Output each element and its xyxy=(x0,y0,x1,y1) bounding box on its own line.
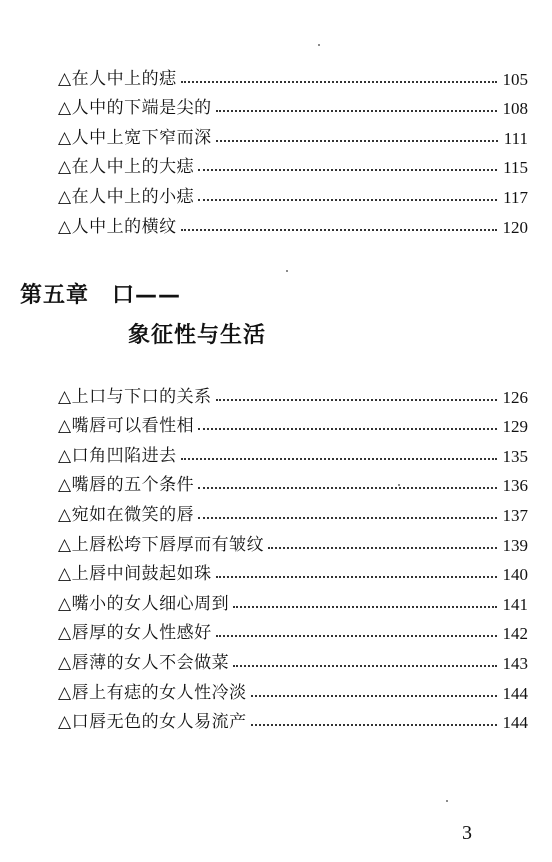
toc-entry-page: 111 xyxy=(503,128,528,148)
scan-speck xyxy=(318,44,320,46)
toc-section-1 xyxy=(58,58,528,236)
toc-leader-dots xyxy=(198,487,496,489)
toc-entry-title: △宛如在微笑的唇 xyxy=(58,504,195,525)
toc-entry-title: △上口与下口的关系 xyxy=(58,386,212,407)
scan-speck xyxy=(398,484,400,486)
toc-entry xyxy=(58,206,528,236)
toc-entry xyxy=(58,642,528,672)
toc-entry-title: △唇厚的女人性感好 xyxy=(58,623,212,644)
toc-entry xyxy=(58,702,528,732)
toc-entry-page: 139 xyxy=(502,535,528,555)
toc-entry xyxy=(58,376,528,406)
toc-entry xyxy=(58,465,528,495)
toc-entry-title: △唇薄的女人不会做菜 xyxy=(58,652,230,673)
toc-entry-title: △嘴唇可以看性相 xyxy=(58,416,195,437)
chapter-subtitle: 象征性与生活 xyxy=(128,323,267,348)
toc-leader-dots xyxy=(251,695,497,697)
toc-entry-title: △上唇松垮下唇厚而有皱纹 xyxy=(58,534,265,555)
toc-entry-page: 120 xyxy=(502,217,528,237)
toc-entry-page: 105 xyxy=(502,69,528,89)
toc-entry xyxy=(58,406,528,436)
toc-entry-title: △唇上有痣的女人性冷淡 xyxy=(58,682,247,703)
toc-entry-title: △在人中上的大痣 xyxy=(58,157,195,178)
toc-leader-dots xyxy=(198,169,497,171)
scan-speck xyxy=(446,800,448,802)
toc-leader-dots xyxy=(233,606,496,608)
toc-entry-title: △上唇中间鼓起如珠 xyxy=(58,564,212,585)
toc-leader-dots xyxy=(216,576,497,578)
toc-entry-title: △口唇无色的女人易流产 xyxy=(58,712,247,733)
toc-entry xyxy=(58,88,528,118)
toc-entry xyxy=(58,672,528,702)
toc-leader-dots xyxy=(216,399,497,401)
toc-entry-page: 115 xyxy=(503,158,528,178)
toc-entry-title: △嘴小的女人细心周到 xyxy=(58,593,230,614)
toc-leader-dots xyxy=(181,458,497,460)
toc-leader-dots xyxy=(233,665,496,667)
toc-leader-dots xyxy=(181,229,497,231)
chapter-heading: 第五章 口—— xyxy=(20,283,182,308)
toc-entry-page: 117 xyxy=(503,187,528,207)
toc-entry-title: △人中上宽下窄而深 xyxy=(58,127,212,148)
toc-entry-title: △口角凹陷进去 xyxy=(58,445,177,466)
toc-leader-dots xyxy=(216,110,497,112)
toc-entry xyxy=(58,554,528,584)
toc-entry xyxy=(58,435,528,465)
toc-entry-title: △在人中上的痣 xyxy=(58,68,177,89)
scan-speck xyxy=(286,270,288,272)
toc-entry xyxy=(58,613,528,643)
toc-entry-page: 137 xyxy=(502,505,528,525)
toc-entry xyxy=(58,117,528,147)
toc-entry-page: 143 xyxy=(502,653,528,673)
toc-entry-page: 136 xyxy=(502,476,528,496)
toc-entry xyxy=(58,147,528,177)
toc-leader-dots xyxy=(198,517,496,519)
toc-entry-page: 141 xyxy=(502,594,528,614)
toc-entry xyxy=(58,58,528,88)
page-number: 3 xyxy=(462,822,472,844)
toc-entry-page: 140 xyxy=(502,565,528,585)
toc-entry xyxy=(58,494,528,524)
toc-entry-page: 144 xyxy=(502,713,528,733)
toc-entry-page: 108 xyxy=(502,99,528,119)
toc-entry xyxy=(58,583,528,613)
toc-entry-page: 126 xyxy=(502,387,528,407)
toc-entry-page: 144 xyxy=(502,683,528,703)
toc-entry-page: 135 xyxy=(502,446,528,466)
toc-leader-dots xyxy=(181,81,497,83)
toc-entry-page: 129 xyxy=(502,417,528,437)
toc-leader-dots xyxy=(198,428,496,430)
toc-entry-title: △人中的下端是尖的 xyxy=(58,98,212,119)
toc-entry-page: 142 xyxy=(502,624,528,644)
toc-entry xyxy=(58,176,528,206)
toc-leader-dots xyxy=(216,140,498,142)
toc-entry-title: △嘴唇的五个条件 xyxy=(58,475,195,496)
toc-entry xyxy=(58,524,528,554)
toc-leader-dots xyxy=(251,724,497,726)
toc-entry-title: △人中上的横纹 xyxy=(58,216,177,237)
toc-entry-title: △在人中上的小痣 xyxy=(58,186,195,207)
toc-leader-dots xyxy=(216,635,497,637)
toc-leader-dots xyxy=(198,199,497,201)
toc-section-2 xyxy=(58,376,528,731)
toc-leader-dots xyxy=(268,547,496,549)
